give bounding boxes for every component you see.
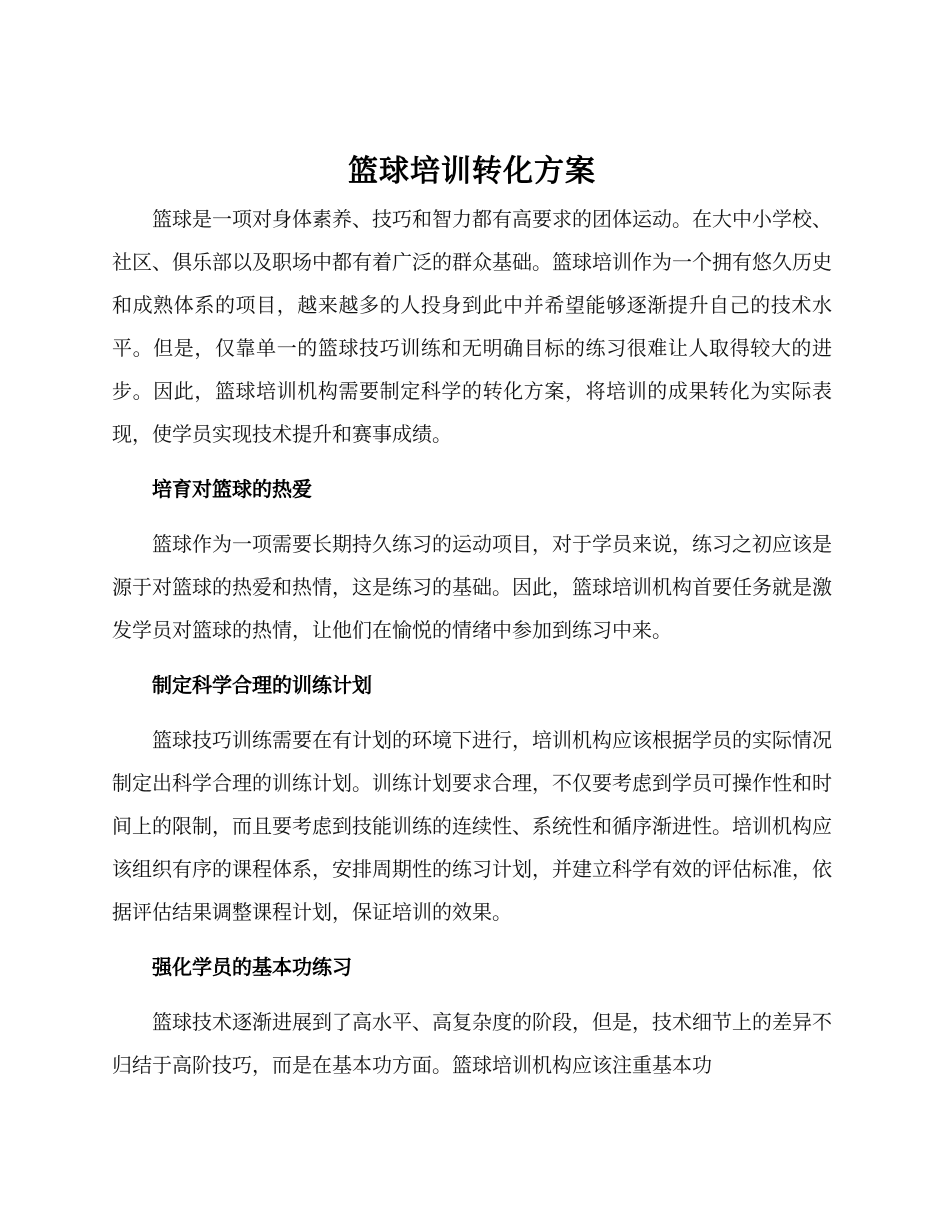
- document-title: 篮球培训转化方案: [348, 154, 596, 189]
- document-body: [112, 150, 832, 1087]
- section-heading-passion: 培育对篮球的热爱: [152, 477, 312, 501]
- paragraph-passion: 篮球作为一项需要长期持久练习的运动项目，对于学员来说，练习之初应该是源于对篮球的热爱和热情，这是练习的基础。因此，篮球培训机构首要任务就是激发学员对篮球的热情，让他们在愉悦的情绪中参加到练习中来。: [112, 532, 832, 642]
- paragraph-fundamentals: 篮球技术逐渐进展到了高水平、高复杂度的阶段，但是，技术细节上的差异不归结于高阶技巧，而是在基本功方面。篮球培训机构应该注重基本功: [112, 1010, 832, 1077]
- section-heading-fundamentals: 强化学员的基本功练习: [152, 955, 352, 979]
- intro-paragraph: 篮球是一项对身体素养、技巧和智力都有高要求的团体运动。在大中小学校、社区、俱乐部以及职场中都有着广泛的群众基础。篮球培训作为一个拥有悠久历史和成熟体系的项目，越来越多的人投身到此中并希望能够逐渐提升自己的技术水平。但是，仅靠单一的篮球技巧训练和无明确目标的练习很难让人取得较大的进步。因此，篮球培训机构需要制定科学的转化方案，将培训的成果转化为实际表现，使学员实现技术提升和赛事成绩。: [112, 207, 832, 446]
- section-heading-training-plan: 制定科学合理的训练计划: [152, 673, 372, 697]
- paragraph-training-plan: 篮球技巧训练需要在有计划的环境下进行，培训机构应该根据学员的实际情况制定出科学合理的训练计划。训练计划要求合理，不仅要考虑到学员可操作性和时间上的限制，而且要考虑到技能训练的连续性、系统性和循序渐进性。培训机构应该组织有序的课程体系，安排周期性的练习计划，并建立科学有效的评估标准，依据评估结果调整课程计划，保证培训的效果。: [112, 728, 832, 924]
